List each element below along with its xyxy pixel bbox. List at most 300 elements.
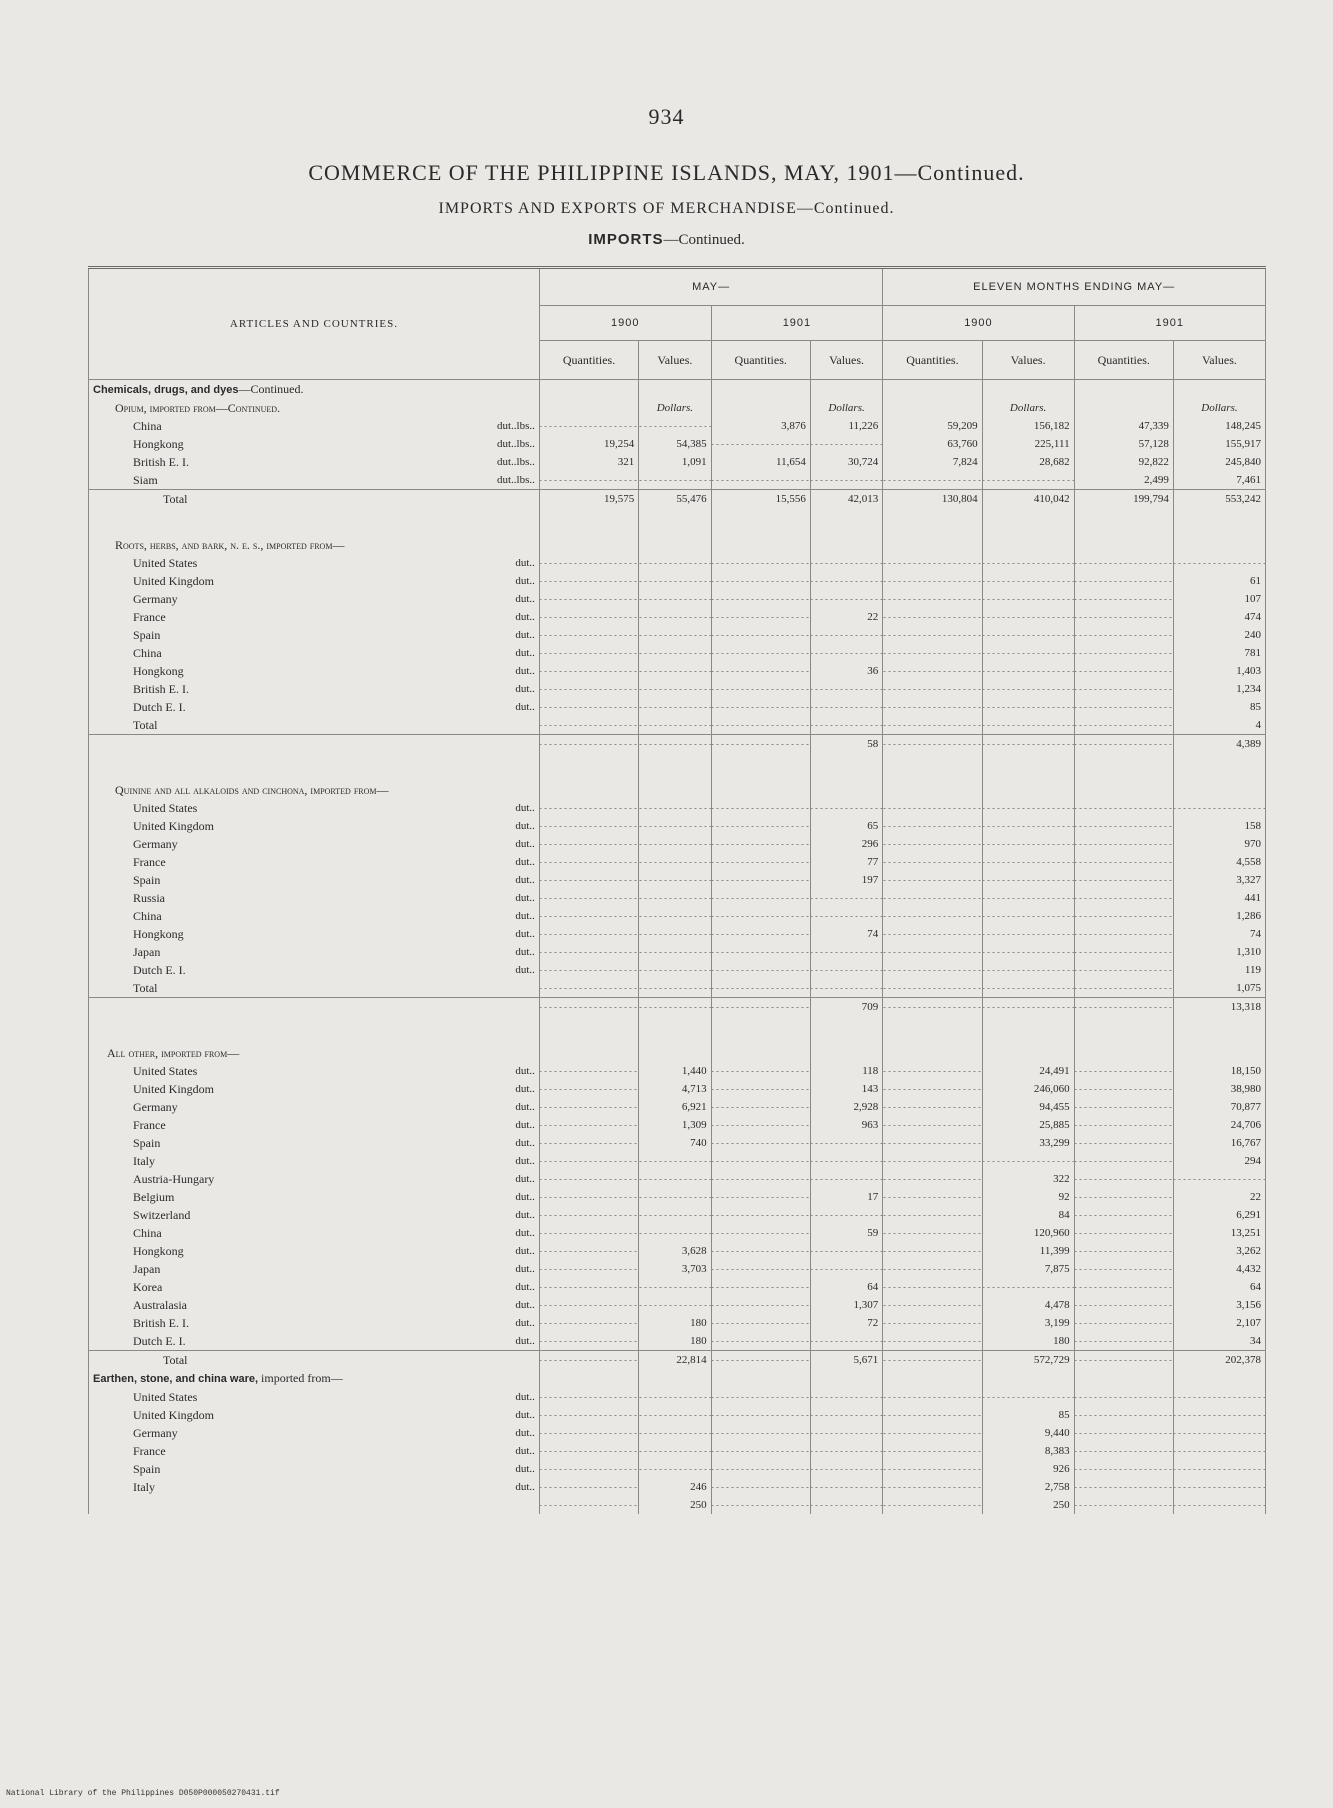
value-cell: 3,199 (982, 1314, 1074, 1332)
value-cell: 553,242 (1173, 490, 1265, 509)
value-cell: 19,254 (539, 435, 638, 453)
section-heading (0, 231, 1333, 249)
value-cell (539, 417, 638, 435)
value-cell (711, 1062, 810, 1080)
value-cell (1074, 1188, 1173, 1206)
value-cell: 474 (1173, 608, 1265, 626)
value-cell (711, 1406, 810, 1424)
unit-label: dut.. (515, 1281, 535, 1293)
unit-label: dut.. (515, 1263, 535, 1275)
value-cell (1074, 835, 1173, 853)
value-cell (711, 1460, 810, 1478)
value-cell (1173, 1460, 1265, 1478)
value-cell (982, 572, 1074, 590)
chem-group-heading (89, 380, 1266, 400)
unit-label: dut.. (515, 1173, 535, 1185)
value-cell (711, 1260, 810, 1278)
value-cell (1074, 943, 1173, 961)
unit-label: dut..lbs.. (497, 456, 535, 468)
empty-cell (1173, 508, 1265, 536)
value-cell: 1,286 (1173, 907, 1265, 925)
value-cell (539, 680, 638, 698)
value-cell (1074, 961, 1173, 979)
value-cell: 321 (539, 453, 638, 471)
value-cell (711, 716, 810, 735)
value-cell: 72 (810, 1314, 882, 1332)
value-cell (639, 590, 711, 608)
value-cell: 4,558 (1173, 853, 1265, 871)
empty-cell (639, 781, 711, 799)
value-cell (711, 1188, 810, 1206)
value-cell (883, 662, 982, 680)
value-cell (883, 626, 982, 644)
value-cell: 24,706 (1173, 1116, 1265, 1134)
value-cell (539, 925, 638, 943)
value-cell: 28,682 (982, 453, 1074, 471)
value-cell: 158 (1173, 817, 1265, 835)
value-cell: 294 (1173, 1152, 1265, 1170)
row-label (89, 1170, 540, 1188)
value-cell (1074, 1206, 1173, 1224)
page-number: 934 (648, 104, 685, 129)
empty-cell (810, 1369, 882, 1388)
value-cell (639, 626, 711, 644)
value-cell (1173, 1478, 1265, 1496)
country-name: China (133, 419, 162, 433)
value-cell: 202,378 (1173, 1351, 1265, 1370)
value-cell (883, 644, 982, 662)
unit-label: dut..lbs.. (497, 474, 535, 486)
value-cell (639, 853, 711, 871)
value-cell (711, 1296, 810, 1314)
value-cell: 130,804 (883, 490, 982, 509)
value-cell (1074, 590, 1173, 608)
value-cell (810, 716, 882, 735)
empty-cell (982, 536, 1074, 554)
value-cell (711, 817, 810, 835)
value-cell (810, 572, 882, 590)
value-cell (539, 1496, 638, 1514)
empty-cell (982, 1369, 1074, 1388)
value-cell: 92,822 (1074, 453, 1173, 471)
value-cell (639, 1206, 711, 1224)
empty-cell (982, 781, 1074, 799)
value-cell (883, 1170, 982, 1188)
value-cell (639, 907, 711, 925)
value-cell (711, 626, 810, 644)
value-cell (883, 943, 982, 961)
value-cell (810, 1170, 882, 1188)
row-label (89, 626, 540, 644)
empty-cell (883, 1369, 982, 1388)
country-name: Total (133, 718, 158, 732)
value-cell: 250 (982, 1496, 1074, 1514)
value-cell (539, 835, 638, 853)
value-cell (539, 961, 638, 979)
value-cell (639, 1406, 711, 1424)
allother-heading (89, 1044, 1266, 1062)
empty-cell (639, 536, 711, 554)
value-cell (539, 590, 638, 608)
value-cell (810, 1260, 882, 1278)
country-name: China (133, 1226, 162, 1240)
value-cell (539, 871, 638, 889)
value-cell: 740 (639, 1134, 711, 1152)
value-cell: 155,917 (1173, 435, 1265, 453)
table-row (89, 735, 1266, 754)
value-cell (639, 889, 711, 907)
row-label (89, 817, 540, 835)
value-cell (639, 1224, 711, 1242)
value-cell (1173, 1442, 1265, 1460)
value-cell (711, 662, 810, 680)
value-cell (810, 1424, 882, 1442)
value-cell (539, 1242, 638, 1260)
value-cell (539, 979, 638, 998)
value-cell: 92 (982, 1188, 1074, 1206)
row-label (89, 1496, 540, 1514)
empty-cell (810, 508, 882, 536)
value-cell (711, 835, 810, 853)
empty-cell (1074, 536, 1173, 554)
country-name: Spain (133, 873, 161, 887)
value-cell (883, 1152, 982, 1170)
value-cell: 296 (810, 835, 882, 853)
value-cell: 64 (810, 1278, 882, 1296)
value-cell (982, 644, 1074, 662)
value-cell (1074, 1496, 1173, 1514)
value-cell (639, 1442, 711, 1460)
eleven-1900-header: 1900 (883, 306, 1074, 341)
value-cell (639, 644, 711, 662)
unit-label: dut.. (515, 1119, 535, 1131)
value-cell: 3,628 (639, 1242, 711, 1260)
value-cell: 1,309 (639, 1116, 711, 1134)
value-cell (539, 1134, 638, 1152)
row-label (89, 1080, 540, 1098)
value-cell (810, 698, 882, 716)
value-cell (711, 735, 810, 754)
value-cell (1074, 1332, 1173, 1351)
value-cell (711, 554, 810, 572)
value-cell (1074, 1098, 1173, 1116)
value-cell (982, 835, 1074, 853)
empty-cell (539, 380, 638, 400)
country-name: Germany (133, 837, 178, 851)
row-label (89, 1296, 540, 1314)
country-name: Switzerland (133, 1208, 191, 1222)
value-cell: 13,318 (1173, 998, 1265, 1017)
empty-cell (1173, 1016, 1265, 1044)
value-cell: 17 (810, 1188, 882, 1206)
row-label (89, 907, 540, 925)
value-cell: 94,455 (982, 1098, 1074, 1116)
value-cell: 15,556 (711, 490, 810, 509)
empty-cell (539, 781, 638, 799)
country-name: Hongkong (133, 664, 184, 678)
table-row (89, 1152, 1266, 1170)
unit-label: dut.. (515, 1137, 535, 1149)
scan-footer: National Library of the Philippines D050P000050270431.tif (6, 1789, 280, 1798)
unit-label: dut.. (515, 611, 535, 623)
value-cell (1173, 1424, 1265, 1442)
value-cell (1074, 1278, 1173, 1296)
table-row (89, 662, 1266, 680)
value-cell (982, 907, 1074, 925)
table-row (89, 1260, 1266, 1278)
unit-label: dut.. (515, 593, 535, 605)
value-cell (810, 907, 882, 925)
value-cell: 22 (1173, 1188, 1265, 1206)
value-cell: 441 (1173, 889, 1265, 907)
value-cell: 22,814 (639, 1351, 711, 1370)
value-cell (810, 1134, 882, 1152)
value-cell (539, 1116, 638, 1134)
row-label (89, 1206, 540, 1224)
value-cell (711, 1496, 810, 1514)
value-cell (639, 554, 711, 572)
values-header: Values. (982, 341, 1074, 380)
value-cell (711, 998, 810, 1017)
empty-cell (639, 508, 711, 536)
empty-cell (982, 508, 1074, 536)
table-row (89, 453, 1266, 471)
country-name: Siam (133, 473, 158, 487)
value-cell (883, 871, 982, 889)
country-name: Total (133, 981, 158, 995)
empty-cell (539, 399, 638, 417)
value-cell (639, 1170, 711, 1188)
value-cell: 63,760 (883, 435, 982, 453)
value-cell (982, 943, 1074, 961)
table-row (89, 1478, 1266, 1496)
empty-cell (883, 1044, 982, 1062)
value-cell (1074, 1224, 1173, 1242)
value-cell (810, 943, 882, 961)
value-cell: 3,262 (1173, 1242, 1265, 1260)
value-cell (711, 1332, 810, 1351)
table-row (89, 626, 1266, 644)
value-cell: 11,654 (711, 453, 810, 471)
unit-label: dut.. (515, 1409, 535, 1421)
value-cell (539, 1062, 638, 1080)
value-cell: 143 (810, 1080, 882, 1098)
value-cell: 4,432 (1173, 1260, 1265, 1278)
value-cell (639, 1388, 711, 1406)
empty-cell (1173, 781, 1265, 799)
value-cell (1074, 871, 1173, 889)
value-cell: 9,440 (982, 1424, 1074, 1442)
value-cell (982, 853, 1074, 871)
value-cell (1173, 799, 1265, 817)
dollars-unit: Dollars. (810, 399, 882, 417)
row-label (89, 961, 540, 979)
table-row (89, 1134, 1266, 1152)
row-label (89, 608, 540, 626)
table-row (89, 572, 1266, 590)
value-cell (810, 1332, 882, 1351)
value-cell: 197 (810, 871, 882, 889)
chem-title: Chemicals, drugs, and dyes (93, 384, 239, 396)
empty-cell (883, 399, 982, 417)
value-cell: 85 (982, 1406, 1074, 1424)
row-label (89, 1424, 540, 1442)
value-cell (539, 1098, 638, 1116)
value-cell (883, 1442, 982, 1460)
chem-continued: —Continued. (238, 382, 304, 396)
value-cell (639, 1152, 711, 1170)
value-cell: 55,476 (639, 490, 711, 509)
row-label (89, 1442, 540, 1460)
row-label (89, 490, 540, 509)
row-label (89, 1062, 540, 1080)
value-cell (810, 1206, 882, 1224)
table-row (89, 853, 1266, 871)
country-name: Spain (133, 1462, 161, 1476)
table-row (89, 1496, 1266, 1514)
eleven-1901-header: 1901 (1074, 306, 1265, 341)
row-label (89, 799, 540, 817)
empty-cell (1173, 380, 1265, 400)
value-cell: 4,478 (982, 1296, 1074, 1314)
value-cell: 572,729 (982, 1351, 1074, 1370)
values-header: Values. (639, 341, 711, 380)
value-cell (539, 608, 638, 626)
value-cell (810, 1460, 882, 1478)
value-cell: 410,042 (982, 490, 1074, 509)
empty-cell (1074, 1044, 1173, 1062)
value-cell (883, 572, 982, 590)
value-cell: 246 (639, 1478, 711, 1496)
value-cell (883, 1388, 982, 1406)
country-name: Spain (133, 628, 161, 642)
value-cell (711, 943, 810, 961)
value-cell: 38,980 (1173, 1080, 1265, 1098)
empty-cell (639, 380, 711, 400)
value-cell: 1,440 (639, 1062, 711, 1080)
value-cell (539, 1424, 638, 1442)
unit-label: dut.. (515, 892, 535, 904)
value-cell: 1,403 (1173, 662, 1265, 680)
empty-cell (89, 508, 540, 536)
value-cell: 11,399 (982, 1242, 1074, 1260)
country-name: United Kingdom (133, 574, 214, 588)
row-label (89, 1152, 540, 1170)
value-cell: 4,389 (1173, 735, 1265, 754)
value-cell (639, 998, 711, 1017)
value-cell: 709 (810, 998, 882, 1017)
value-cell (639, 1188, 711, 1206)
value-cell (639, 716, 711, 735)
empty-cell (810, 536, 882, 554)
table-row (89, 608, 1266, 626)
country-name: Dutch E. I. (133, 700, 186, 714)
empty-cell (883, 753, 982, 781)
value-cell: 3,876 (711, 417, 810, 435)
value-cell (711, 1314, 810, 1332)
empty-cell (883, 536, 982, 554)
empty-cell (711, 399, 810, 417)
value-cell (1074, 907, 1173, 925)
value-cell: 2,758 (982, 1478, 1074, 1496)
value-cell (1074, 554, 1173, 572)
earthen-rest: imported from— (258, 1371, 343, 1385)
value-cell (982, 1388, 1074, 1406)
value-cell (810, 680, 882, 698)
empty-cell (539, 536, 638, 554)
value-cell (711, 435, 810, 453)
value-cell: 59,209 (883, 417, 982, 435)
value-cell (539, 554, 638, 572)
unit-label: dut.. (515, 1065, 535, 1077)
value-cell: 34 (1173, 1332, 1265, 1351)
value-cell: 30,724 (810, 453, 882, 471)
row-label (89, 572, 540, 590)
country-name: Dutch E. I. (133, 963, 186, 977)
country-name: United States (133, 1064, 198, 1078)
country-name: United Kingdom (133, 1408, 214, 1422)
may-header: MAY— (539, 268, 882, 306)
empty-cell (539, 508, 638, 536)
quantities-header: Quantities. (539, 341, 638, 380)
empty-cell (711, 1044, 810, 1062)
table-row (89, 1206, 1266, 1224)
value-cell (639, 680, 711, 698)
country-name: Russia (133, 891, 166, 905)
value-cell (1074, 1406, 1173, 1424)
row-label (89, 435, 540, 453)
value-cell: 5,671 (810, 1351, 882, 1370)
value-cell (883, 1224, 982, 1242)
empty-cell (711, 753, 810, 781)
value-cell (1173, 1406, 1265, 1424)
value-cell (883, 799, 982, 817)
value-cell: 54,385 (639, 435, 711, 453)
unit-label: dut.. (515, 647, 535, 659)
value-cell (1074, 998, 1173, 1017)
value-cell (711, 979, 810, 998)
unit-label: dut.. (515, 1245, 535, 1257)
value-cell (1074, 1460, 1173, 1478)
value-cell (982, 1278, 1074, 1296)
value-cell: 33,299 (982, 1134, 1074, 1152)
quantities-header: Quantities. (1074, 341, 1173, 380)
unit-label: dut.. (515, 820, 535, 832)
unit-label: dut.. (515, 575, 535, 587)
value-cell (883, 925, 982, 943)
value-cell: 57,128 (1074, 435, 1173, 453)
value-cell: 1,310 (1173, 943, 1265, 961)
opium-title: Opium, imported from—Continued. (115, 401, 281, 415)
country-name: China (133, 646, 162, 660)
value-cell (883, 1296, 982, 1314)
empty-cell (539, 753, 638, 781)
unit-label: dut.. (515, 1101, 535, 1113)
value-cell: 118 (810, 1062, 882, 1080)
table-row (89, 799, 1266, 817)
country-name: Spain (133, 1136, 161, 1150)
value-cell (539, 716, 638, 735)
value-cell (810, 1152, 882, 1170)
row-label (89, 979, 540, 998)
value-cell: 963 (810, 1116, 882, 1134)
page-title: COMMERCE OF THE PHILIPPINE ISLANDS, MAY, 1901—Continued. (308, 160, 1025, 185)
value-cell (711, 871, 810, 889)
value-cell (639, 1424, 711, 1442)
values-header: Values. (810, 341, 882, 380)
unit-label: dut.. (515, 1209, 535, 1221)
empty-cell (1173, 536, 1265, 554)
